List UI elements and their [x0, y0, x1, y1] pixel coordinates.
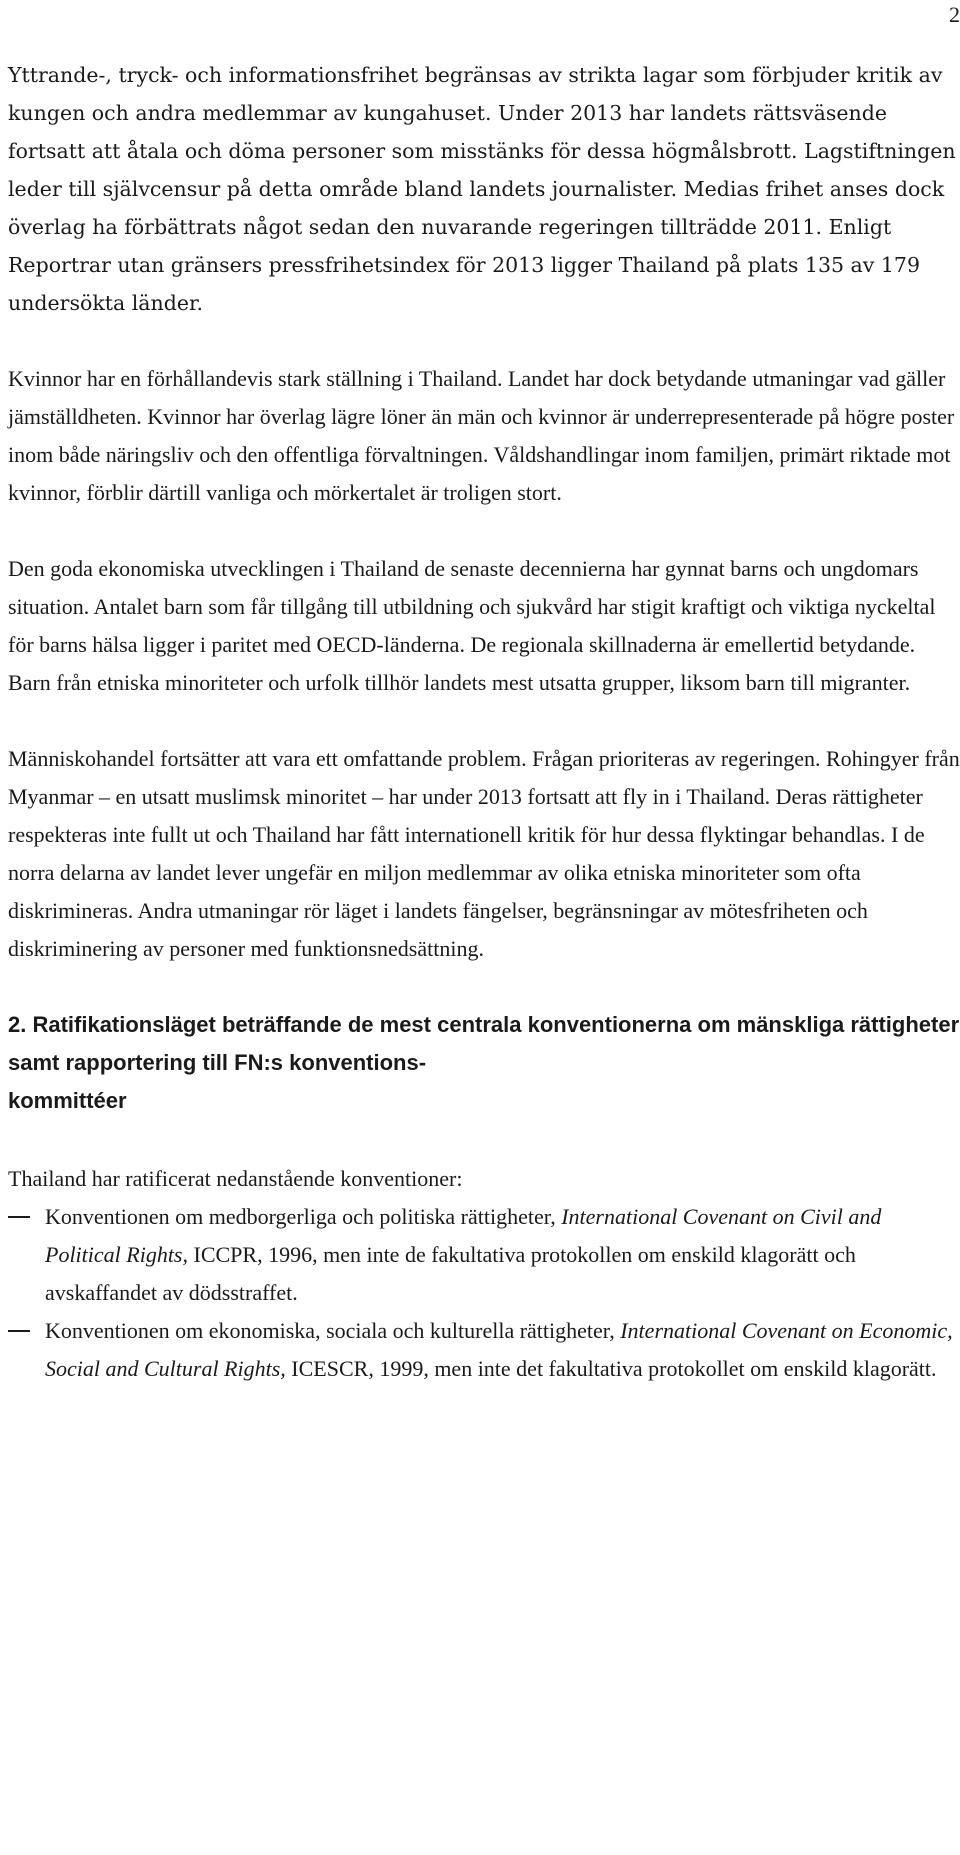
document-body	[8, 56, 960, 1388]
list-item	[8, 1312, 960, 1388]
paragraph-human-trafficking: Människohandel fortsätter att vara ett omfattande problem. Frågan prioriteras av regeringen. Rohingyer från Myanmar – en utsatt muslimsk minoritet – har under 2013 fortsatt att fly in i Thailand. Deras rättigheter respekteras inte fullt ut och Thailand har fått internationell kritik för hur dessa flyktingar behandlas. I de norra delarna av landet lever ungefär en miljon medlemmar av olika etniska minoriteter som ofta diskrimineras. Andra utmaningar rör läget i landets fängelser, begränsningar av mötesfriheten och diskriminering av personer med funktionsnedsättning.	[8, 746, 960, 961]
section-intro: Thailand har ratificerat nedanstående konventioner:	[8, 1166, 463, 1191]
dash-bullet	[8, 1216, 30, 1218]
paragraph-press-freedom: Yttrande-, tryck- och informationsfrihet begränsas av strikta lagar som förbjuder kritik av kungen och andra medlemmar av kungahuset. Under 2013 har landets rättsväsende fortsatt att åtala och döma personer som misstänks för dessa högmålsbrott. Lagstiftningen leder till självcensur på detta område bland landets journalister. Medias frihet anses dock överlag ha förbättrats något sedan den nuvarande regeringen tillträdde 2011. Enligt Reportrar utan gränsers pressfrihetsindex för 2013 ligger Thailand på plats 135 av 179 undersökta länder.	[8, 63, 956, 315]
convention-list	[8, 1198, 960, 1388]
convention-details: ICESCR, 1999, men inte det fakultativa protokollet om enskild klagorätt.	[285, 1356, 937, 1381]
convention-details: ICCPR, 1996, men inte de fakultativa protokollen om enskild klagorätt och avskaffandet av dödsstraffet.	[45, 1242, 856, 1305]
dash-bullet	[8, 1330, 30, 1332]
section-heading: 2. Ratifikationsläget beträffande de mest centrala konventionerna om mänskliga rättigheter samt rapportering till FN:s konventions- kommittéer	[8, 1012, 960, 1113]
list-item	[8, 1198, 960, 1312]
convention-english-name: International Covenant on Economic, Social and Cultural Rights,	[45, 1318, 953, 1381]
page-number: 2	[949, 2, 960, 27]
convention-text: Konventionen om ekonomiska, sociala och kulturella rättigheter,	[45, 1318, 621, 1343]
convention-text: Konventionen om medborgerliga och politiska rättigheter,	[45, 1204, 562, 1229]
convention-english-name: International Covenant on Civil and Political Rights,	[45, 1204, 882, 1267]
paragraph-children-rights: Den goda ekonomiska utvecklingen i Thailand de senaste decennierna har gynnat barns och ungdomars situation. Antalet barn som får tillgång till utbildning och sjukvård har stigit kraftigt och viktiga nyckeltal för barns hälsa ligger i paritet med OECD-länderna. De regionala skillnaderna är emellertid betydande. Barn från etniska minoriteter och urfolk tillhör landets mest utsatta grupper, liksom barn till migranter.	[8, 556, 936, 695]
paragraph-women-rights: Kvinnor har en förhållandevis stark ställning i Thailand. Landet har dock betydande utmaningar vad gäller jämställdheten. Kvinnor har överlag lägre löner än män och kvinnor är underrepresenterade på högre poster inom både näringsliv och den offentliga förvaltningen. Våldshandlingar inom familjen, primärt riktade mot kvinnor, förblir därtill vanliga och mörkertalet är troligen stort.	[8, 366, 955, 505]
